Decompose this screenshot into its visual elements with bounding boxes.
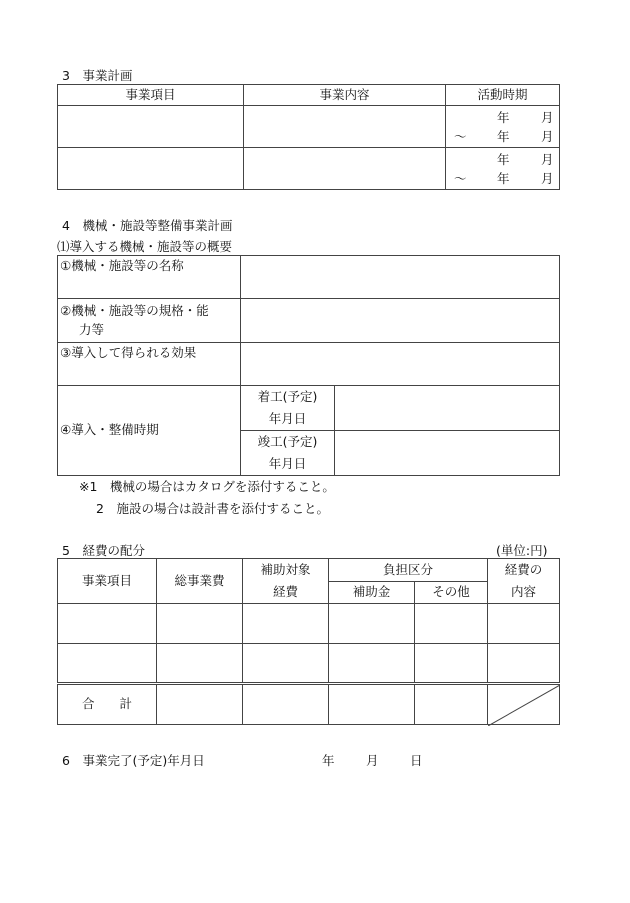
section4-subheading: ⑴導入する機械・施設等の概要 bbox=[57, 239, 233, 254]
cost-item-cell[interactable] bbox=[58, 644, 157, 684]
equipment-spec-label-line2: 力等 bbox=[79, 322, 105, 337]
content-cell[interactable] bbox=[244, 148, 446, 190]
equipment-spec-label-line1: ②機械・施設等の規格・能 bbox=[60, 303, 209, 318]
cost-table bbox=[57, 558, 560, 725]
start-date-label bbox=[241, 386, 335, 431]
section5-heading: 5 経費の配分 bbox=[62, 543, 145, 558]
header-burden: 負担区分 bbox=[329, 559, 488, 582]
other-sum-cell[interactable] bbox=[415, 684, 488, 725]
total-label: 合 計 bbox=[58, 684, 157, 725]
grant-cell[interactable] bbox=[329, 644, 415, 684]
start-date-field[interactable] bbox=[335, 386, 560, 431]
installation-period-label: ④導入・整備時期 bbox=[58, 386, 241, 476]
header-item: 事業項目 bbox=[58, 559, 157, 604]
end-date-label bbox=[241, 431, 335, 476]
note-1: ※1 機械の場合はカタログを添付すること。 bbox=[79, 479, 335, 494]
period-tilde: ～ bbox=[454, 129, 467, 144]
table-row bbox=[58, 148, 560, 190]
period-year-label: 年 bbox=[497, 171, 510, 186]
other-cell[interactable] bbox=[415, 644, 488, 684]
item-cell[interactable] bbox=[58, 106, 244, 148]
header-cost-content-line1: 経費の bbox=[504, 562, 543, 577]
unit-label: (単位:円) bbox=[496, 543, 548, 558]
cost-content-cell[interactable] bbox=[488, 604, 560, 644]
content-cell[interactable] bbox=[244, 106, 446, 148]
section4-heading: 4 機械・施設等整備事業計画 bbox=[62, 218, 233, 233]
header-subsidy-target-line1: 補助対象 bbox=[260, 562, 311, 577]
period-month-label: 月 bbox=[541, 171, 554, 186]
business-plan-table bbox=[57, 84, 560, 190]
total-cost-sum-cell[interactable] bbox=[157, 684, 243, 725]
table-row bbox=[58, 604, 560, 644]
equipment-name-field[interactable] bbox=[241, 256, 560, 299]
total-cost-cell[interactable] bbox=[157, 644, 243, 684]
period-year-label: 年 bbox=[497, 152, 510, 167]
end-date-label-line2: 年月日 bbox=[268, 456, 307, 471]
header-period: 活動時期 bbox=[446, 85, 560, 106]
expected-effect-field[interactable] bbox=[241, 343, 560, 386]
period-cell[interactable] bbox=[446, 148, 560, 190]
equipment-spec-field[interactable] bbox=[241, 299, 560, 343]
header-subsidy-target bbox=[243, 559, 329, 604]
completion-month-label: 月 bbox=[366, 753, 379, 768]
cost-content-sum-cell bbox=[488, 684, 560, 725]
end-date-field[interactable] bbox=[335, 431, 560, 476]
grant-sum-cell[interactable] bbox=[329, 684, 415, 725]
header-cost-content bbox=[488, 559, 560, 604]
period-year-label: 年 bbox=[497, 129, 510, 144]
end-date-label-line1: 竣工(予定) bbox=[257, 434, 318, 449]
start-date-label-line2: 年月日 bbox=[268, 411, 307, 426]
equipment-spec-label bbox=[58, 299, 241, 343]
section3-heading: 3 事業計画 bbox=[62, 68, 133, 83]
period-month-label: 月 bbox=[541, 129, 554, 144]
completion-date-label: 6 事業完了(予定)年月日 bbox=[62, 753, 205, 768]
period-month-label: 月 bbox=[541, 110, 554, 125]
start-date-label-line1: 着工(予定) bbox=[257, 389, 318, 404]
cost-content-cell[interactable] bbox=[488, 644, 560, 684]
period-tilde: ～ bbox=[454, 171, 467, 186]
header-total-cost: 総事業費 bbox=[157, 559, 243, 604]
header-cost-content-line2: 内容 bbox=[511, 584, 537, 599]
period-month-label: 月 bbox=[541, 152, 554, 167]
cost-item-cell[interactable] bbox=[58, 604, 157, 644]
item-cell[interactable] bbox=[58, 148, 244, 190]
header-other: その他 bbox=[415, 581, 488, 604]
equipment-table bbox=[57, 255, 560, 476]
header-content: 事業内容 bbox=[244, 85, 446, 106]
header-grant: 補助金 bbox=[329, 581, 415, 604]
header-item: 事業項目 bbox=[58, 85, 244, 106]
subsidy-target-cell[interactable] bbox=[243, 604, 329, 644]
header-subsidy-target-line2: 経費 bbox=[272, 584, 298, 599]
completion-day-label: 日 bbox=[410, 753, 423, 768]
period-year-label: 年 bbox=[497, 110, 510, 125]
subsidy-target-cell[interactable] bbox=[243, 644, 329, 684]
other-cell[interactable] bbox=[415, 604, 488, 644]
total-cost-cell[interactable] bbox=[157, 604, 243, 644]
completion-year-label: 年 bbox=[322, 753, 335, 768]
note-2: 2 施設の場合は設計書を添付すること。 bbox=[96, 501, 329, 516]
expected-effect-label: ③導入して得られる効果 bbox=[58, 343, 241, 386]
grant-cell[interactable] bbox=[329, 604, 415, 644]
diagonal-slash bbox=[488, 685, 560, 726]
equipment-name-label: ①機械・施設等の名称 bbox=[58, 256, 241, 299]
table-row bbox=[58, 106, 560, 148]
total-row bbox=[58, 684, 560, 725]
period-cell[interactable] bbox=[446, 106, 560, 148]
table-row bbox=[58, 644, 560, 684]
subsidy-target-sum-cell[interactable] bbox=[243, 684, 329, 725]
